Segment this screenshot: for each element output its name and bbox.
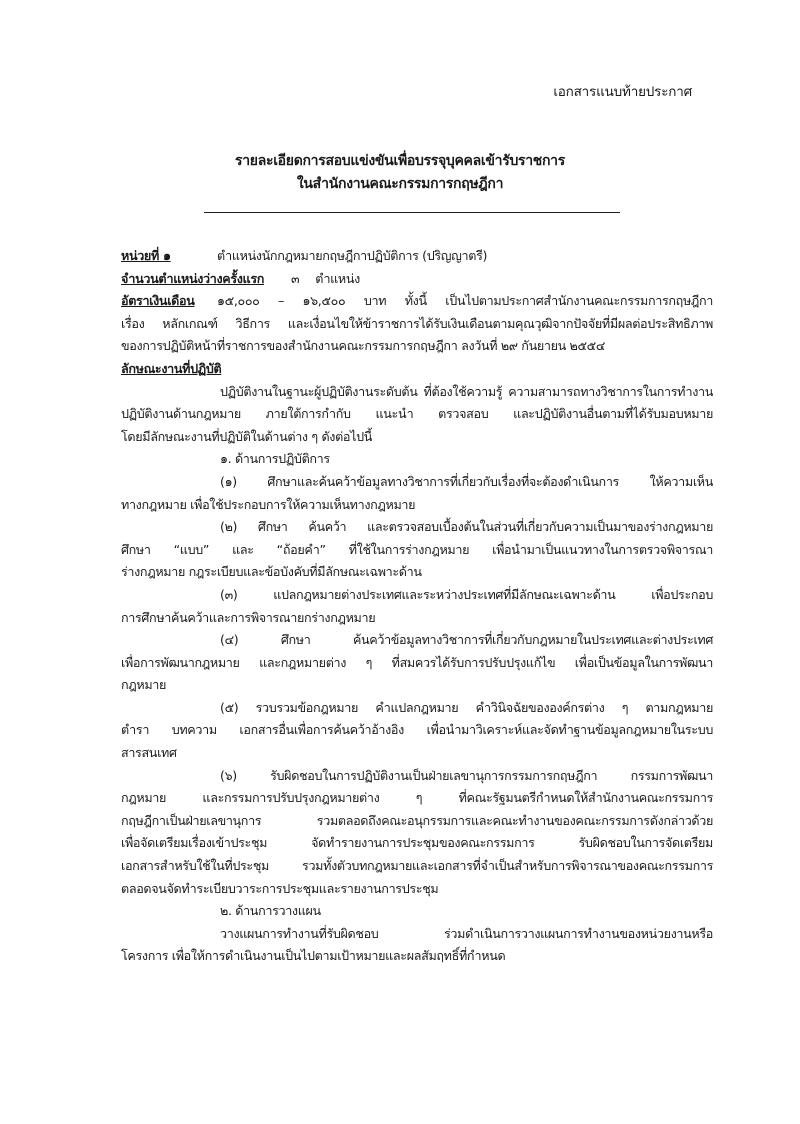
- section2-line: วางแผนการทำงานที่รับผิดชอบ ร่วมดำเนินการวางแผนการทำงานของหน่วยงานหรือ: [220, 925, 713, 941]
- document-title-line1: รายละเอียดการสอบแข่งขันเพื่อบรรจุบุคคลเข้ารับราชการ: [235, 153, 565, 169]
- salary-row: [121, 290, 713, 313]
- vacancies-unit: ตำแหน่ง: [315, 270, 360, 286]
- duties-intro-line: ปฏิบัติงานในฐานะผู้ปฏิบัติงานระดับต้น ที่ต้องใช้ความรู้ ความสามารถทางวิชาการในการทำงาน: [220, 383, 713, 399]
- vacancies-label: จำนวนตำแหน่งว่างครั้งแรก: [121, 270, 265, 286]
- vacancies-row: [121, 268, 713, 291]
- section1-item-line: (๕) รวบรวมข้อกฎหมาย คำแปลกฎหมาย คำวินิจฉัยขององค์กรต่าง ๆ ตามกฎหมาย: [220, 699, 713, 715]
- duties-heading: ลักษณะงานที่ปฏิบัติ: [121, 360, 222, 376]
- section1-item-line: ร่างกฎหมาย กฎระเบียบและข้อบังคับที่มีลักษณะเฉพาะด้าน: [121, 564, 422, 580]
- section1-item-line: (๖) รับผิดชอบในการปฏิบัติงานเป็นฝ่ายเลขานุการกรรมการกฤษฎีกา กรรมการพัฒนา: [220, 767, 713, 783]
- section1-item-line: สารสนเทศ: [121, 745, 177, 761]
- section1-heading: ๑. ด้านการปฏิบัติการ: [220, 451, 330, 467]
- section1-item-line: กฎหมาย และกรรมการปรับปรุงกฎหมายต่าง ๆ ที่คณะรัฐมนตรีกำหนดให้สำนักงานคณะกรรมการ: [121, 790, 713, 806]
- salary-line3: ของการปฏิบัติหน้าที่ราชการของสำนักงานคณะกรรมการกฤษฎีกา ลงวันที่ ๒๙ กันยายน ๒๕๕๔: [121, 338, 606, 354]
- section1-item-line: ทางกฎหมาย เพื่อใช้ประกอบการให้ความเห็นทางกฎหมาย: [121, 496, 416, 512]
- section1-item-line: การศึกษาค้นคว้าและการพิจารณายกร่างกฎหมาย: [121, 609, 376, 625]
- document-body: [121, 245, 713, 968]
- unit-label: หน่วยที่ ๑: [121, 248, 171, 263]
- section2-heading: ๒. ด้านการวางแผน: [220, 903, 321, 919]
- duties-heading-row: [121, 358, 713, 381]
- section1-item-line: (๑) ศึกษาและค้นคว้าข้อมูลทางวิชาการที่เกี่ยวกับเรื่องที่จะต้องดำเนินการ ให้ความเห็น: [220, 473, 713, 489]
- section1-item-line: กฎหมาย: [121, 677, 167, 693]
- duties-intro-line: โดยมีลักษณะงานที่ปฏิบัติในด้านต่าง ๆ ดังต่อไปนี้: [121, 428, 373, 444]
- salary-line1: ๑๕,๐๐๐ – ๑๖,๕๐๐ บาท ทั้งนี้ เป็นไปตามประกาศสำนักงานคณะกรรมการกฤษฎีกา: [217, 293, 713, 309]
- unit-value: ตำแหน่งนักกฎหมายกฤษฎีกาปฏิบัติการ (ปริญญาตรี): [217, 248, 488, 263]
- section1-item-line: (๒) ศึกษา ค้นคว้า และตรวจสอบเบื้องต้นในส่วนที่เกี่ยวกับความเป็นมาของร่างกฎหมาย: [220, 519, 713, 535]
- salary-line2: เรื่อง หลักเกณฑ์ วิธีการ และเงื่อนไขให้ข้าราชการได้รับเงินเดือนตามคุณวุฒิจากปัจจัยที่มีผลต่อประสิทธิภาพ: [121, 315, 713, 331]
- annex-label: เอกสารแนบท้ายประกาศ: [553, 84, 692, 100]
- section1-item-line: ตลอดจนจัดทำระเบียบวาระการประชุมและรายงานการประชุม: [121, 880, 439, 896]
- section1-item-line: (๔) ศึกษา ค้นคว้าข้อมูลทางวิชาการที่เกี่ยวกับกฎหมายในประเทศและต่างประเทศ: [220, 632, 713, 648]
- salary-label: อัตราเงินเดือน: [121, 293, 195, 309]
- duties-intro-line: ปฏิบัติงานด้านกฎหมาย ภายใต้การกำกับ แนะนำ ตรวจสอบ และปฏิบัติงานอื่นตามที่ได้รับมอบหมาย: [121, 406, 713, 422]
- section1-item-line: เพื่อการพัฒนากฎหมาย และกฎหมายต่าง ๆ ที่สมควรได้รับการปรับปรุงแก้ไข เพื่อเป็นข้อมูลในการพัฒนา: [121, 654, 713, 670]
- section1-item-line: ศึกษา “แบบ” และ “ถ้อยคำ” ที่ใช้ในการร่างกฎหมาย เพื่อนำมาเป็นแนวทางในการตรวจพิจารณา: [121, 541, 713, 557]
- vacancies-count: ๓: [291, 270, 300, 286]
- title-separator: [204, 212, 620, 213]
- section1-item-line: (๓) แปลกฎหมายต่างประเทศและระหว่างประเทศที่มีลักษณะเฉพาะด้าน เพื่อประกอบ: [220, 586, 713, 602]
- unit-row: [121, 245, 713, 268]
- document-title-line2: ในสำนักงานคณะกรรมการกฤษฎีกา: [296, 176, 504, 192]
- section1-item-line: เพื่อจัดเตรียมเรื่องเข้าประชุม จัดทำรายงานการประชุมของคณะกรรมการ รับผิดชอบในการจัดเตรียม: [121, 835, 713, 851]
- section1-item-line: เอกสารสำหรับใช้ในที่ประชุม รวมทั้งตัวบทกฎหมายและเอกสารที่จำเป็นสำหรับการพิจารณาของคณะกรรมการ: [121, 858, 713, 874]
- section2-line: โครงการ เพื่อให้การดำเนินงานเป็นไปตามเป้าหมายและผลสัมฤทธิ์ที่กำหนด: [121, 948, 506, 964]
- section1-item-line: ตำรา บทความ เอกสารอื่นเพื่อการค้นคว้าอ้างอิง เพื่อนำมาวิเคราะห์และจัดทำฐานข้อมูลกฎหมายในระบบ: [121, 722, 713, 738]
- section1-item-line: กฤษฎีกาเป็นฝ่ายเลขานุการ รวมตลอดถึงคณะอนุกรรมการและคณะทำงานของคณะกรรมการดังกล่าวด้วย: [121, 812, 713, 828]
